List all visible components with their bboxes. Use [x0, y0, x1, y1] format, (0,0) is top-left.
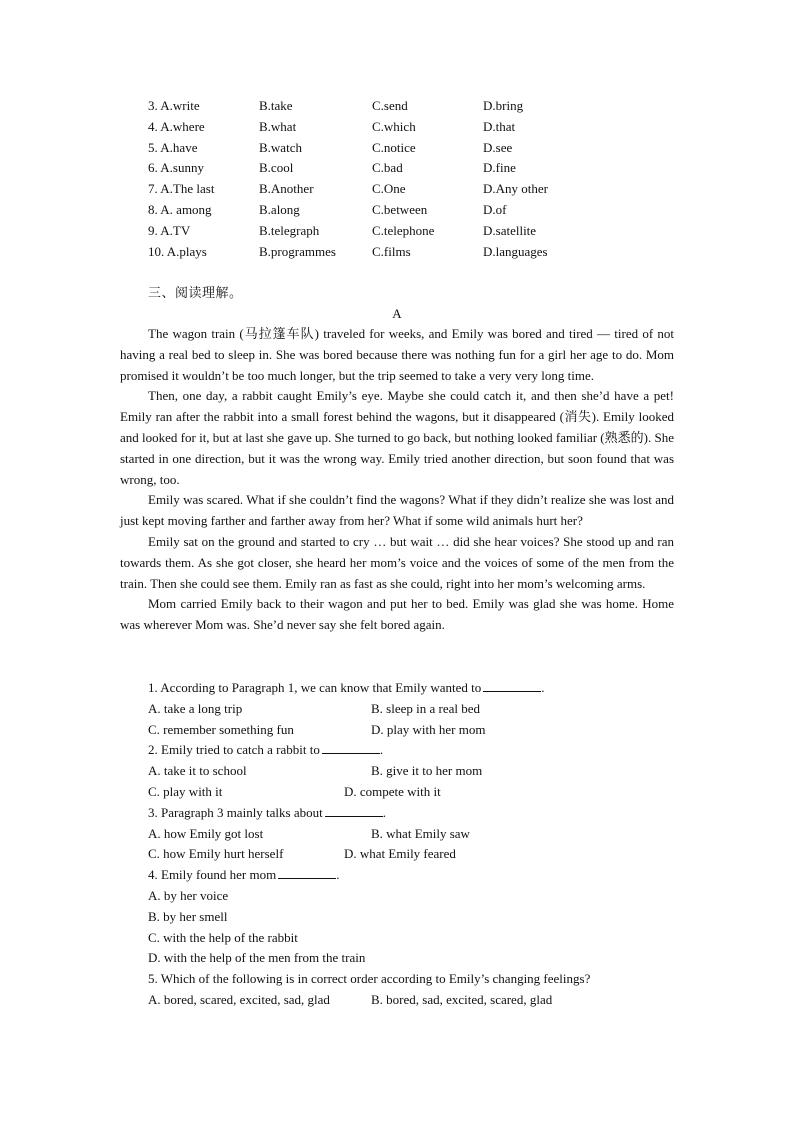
question-4-option-b: B. by her smell [148, 908, 228, 924]
question-options-row [148, 824, 688, 845]
options-row [148, 96, 688, 117]
option-d: D.satellite [483, 222, 537, 238]
options-row [148, 179, 688, 200]
option-c: C.send [372, 98, 408, 113]
cloze-options-table [148, 96, 688, 262]
option-a: 5. A.have [148, 139, 198, 155]
question-options-row [148, 948, 688, 969]
question-5-option-b: B. bored, sad, excited, scared, glad [371, 991, 553, 1007]
option-a: 4. A.where [148, 118, 205, 134]
question-options-row [148, 782, 688, 803]
option-d: D.see [483, 139, 513, 155]
answer-blank [483, 678, 541, 692]
question-4-option-a: A. by her voice [148, 887, 229, 903]
option-c: C.between [372, 201, 428, 217]
question-4-option-c: C. with the help of the rabbit [148, 929, 298, 945]
option-d: D.bring [483, 98, 524, 113]
option-b: B.Another [259, 181, 314, 197]
option-b: B.telegraph [259, 222, 320, 238]
option-d: D.of [483, 201, 507, 217]
question-2-option-a: A. take it to school [148, 763, 247, 779]
question-1-option-b: B. sleep in a real bed [371, 700, 481, 716]
question-2-option-b: B. give it to her mom [371, 763, 483, 779]
question-options-row [148, 699, 688, 720]
section-heading: 三、阅读理解。 [148, 286, 243, 301]
question-3-option-b: B. what Emily saw [371, 825, 470, 841]
question-options-row [148, 886, 688, 907]
reading-passage [120, 324, 674, 636]
options-row [148, 221, 688, 242]
option-c: C.One [372, 181, 406, 197]
question-3-option-c: C. how Emily hurt herself [148, 846, 284, 862]
option-a: 8. A. among [148, 201, 212, 217]
answer-blank [278, 865, 336, 879]
option-d: D.that [483, 118, 516, 134]
option-d: D.fine [483, 160, 516, 176]
question-stem [148, 740, 688, 761]
question-options-row [148, 720, 688, 741]
period: . [336, 867, 340, 883]
period: . [541, 680, 545, 695]
question-2-option-d: D. compete with it [344, 783, 441, 799]
options-row [148, 200, 688, 221]
option-c: C.which [372, 118, 416, 134]
paragraph-5: Mom carried Emily back to their wagon and put her to bed. Emily was glad she was home. Home was wherever Mom was. She’d never say she felt bored again. [120, 596, 674, 633]
paragraph-1: The wagon train (马拉篷车队) traveled for weeks, and Emily was bored and tired — tired of not having a real bed to sleep in. She was bored because there was nothing fun for a girl her age to do. Mom promised it wouldn’t be too much longer, but the trip seemed to take a very very long time. [120, 326, 674, 383]
options-row [148, 158, 688, 179]
option-a: 7. A.The last [148, 181, 215, 197]
question-5-stem: 5. Which of the following is in correct order according to Emily’s changing feelings? [148, 971, 591, 987]
question-2-stem: 2. Emily tried to catch a rabbit to [148, 742, 320, 758]
question-options-row [148, 844, 688, 865]
question-options-row [148, 907, 688, 928]
option-b: B.programmes [259, 243, 336, 259]
question-stem [148, 865, 688, 886]
question-2-option-c: C. play with it [148, 783, 223, 799]
option-d: D.Any other [483, 181, 548, 197]
paragraph-3: Emily was scared. What if she couldn’t find the wagons? What if they didn’t realize she was lost and just kept moving farther and farther away from her? What if some wild animals hurt her? [120, 492, 674, 529]
question-list [148, 678, 688, 1011]
option-c: C.notice [372, 139, 416, 155]
question-1-option-c: C. remember something fun [148, 721, 294, 737]
question-options-row [148, 761, 688, 782]
question-stem [148, 678, 688, 699]
options-row [148, 117, 688, 138]
paragraph-2: Then, one day, a rabbit caught Emily’s eye. Maybe she could catch it, and then she’d have a pet! Emily ran after the rabbit into a small forest behind the wagons, but it disappeared (消失). Emily looked and looked for it, but at last she gave up. She turned to go back, but nothing looked familiar (熟悉的). She started in one direction, but it was the wrong way. Emily tried another direction, but soon found that was wrong, too. [120, 388, 674, 487]
question-stem [148, 969, 688, 990]
answer-blank [322, 740, 380, 754]
option-b: B.what [259, 118, 297, 134]
passage-title: A [392, 306, 402, 321]
question-1-stem: 1. According to Paragraph 1, we can know that Emily wanted to [148, 680, 482, 695]
period: . [379, 742, 384, 758]
question-4-option-d: D. with the help of the men from the train [148, 950, 366, 966]
answer-blank [325, 803, 383, 817]
period: . [382, 804, 386, 820]
options-row [148, 138, 688, 159]
options-row [148, 242, 688, 263]
question-options-row [148, 990, 688, 1011]
question-options-row [148, 928, 688, 949]
paragraph-4: Emily sat on the ground and started to cry … but wait … did she hear voices? She stood up and ran towards them. As she got closer, she heard her mom’s voice and the voices of some of the men from the train. Then she could see them. Emily ran as fast as she could, right into her mom’s welcoming arms. [120, 533, 674, 591]
option-c: C.bad [372, 160, 403, 176]
option-a: 6. A.sunny [148, 160, 204, 176]
question-3-stem: 3. Paragraph 3 mainly talks about [148, 804, 323, 820]
question-4-stem: 4. Emily found her mom [148, 867, 277, 883]
question-1-option-a: A. take a long trip [148, 700, 243, 716]
question-5-option-a: A. bored, scared, excited, sad, glad [148, 991, 330, 1007]
question-3-option-d: D. what Emily feared [344, 846, 456, 862]
option-b: B.along [259, 201, 300, 217]
question-1-option-d: D. play with her mom [371, 721, 486, 737]
option-b: B.take [259, 98, 293, 113]
question-stem [148, 803, 688, 824]
option-a: 9. A.TV [148, 222, 191, 238]
option-c: C.telephone [372, 222, 435, 238]
option-a: 3. A.write [148, 98, 200, 113]
option-d: D.languages [483, 243, 548, 259]
question-3-option-a: A. how Emily got lost [148, 825, 264, 841]
option-b: B.watch [259, 139, 302, 155]
option-a: 10. A.plays [148, 243, 207, 259]
option-b: B.cool [259, 160, 294, 176]
option-c: C.films [372, 243, 411, 259]
